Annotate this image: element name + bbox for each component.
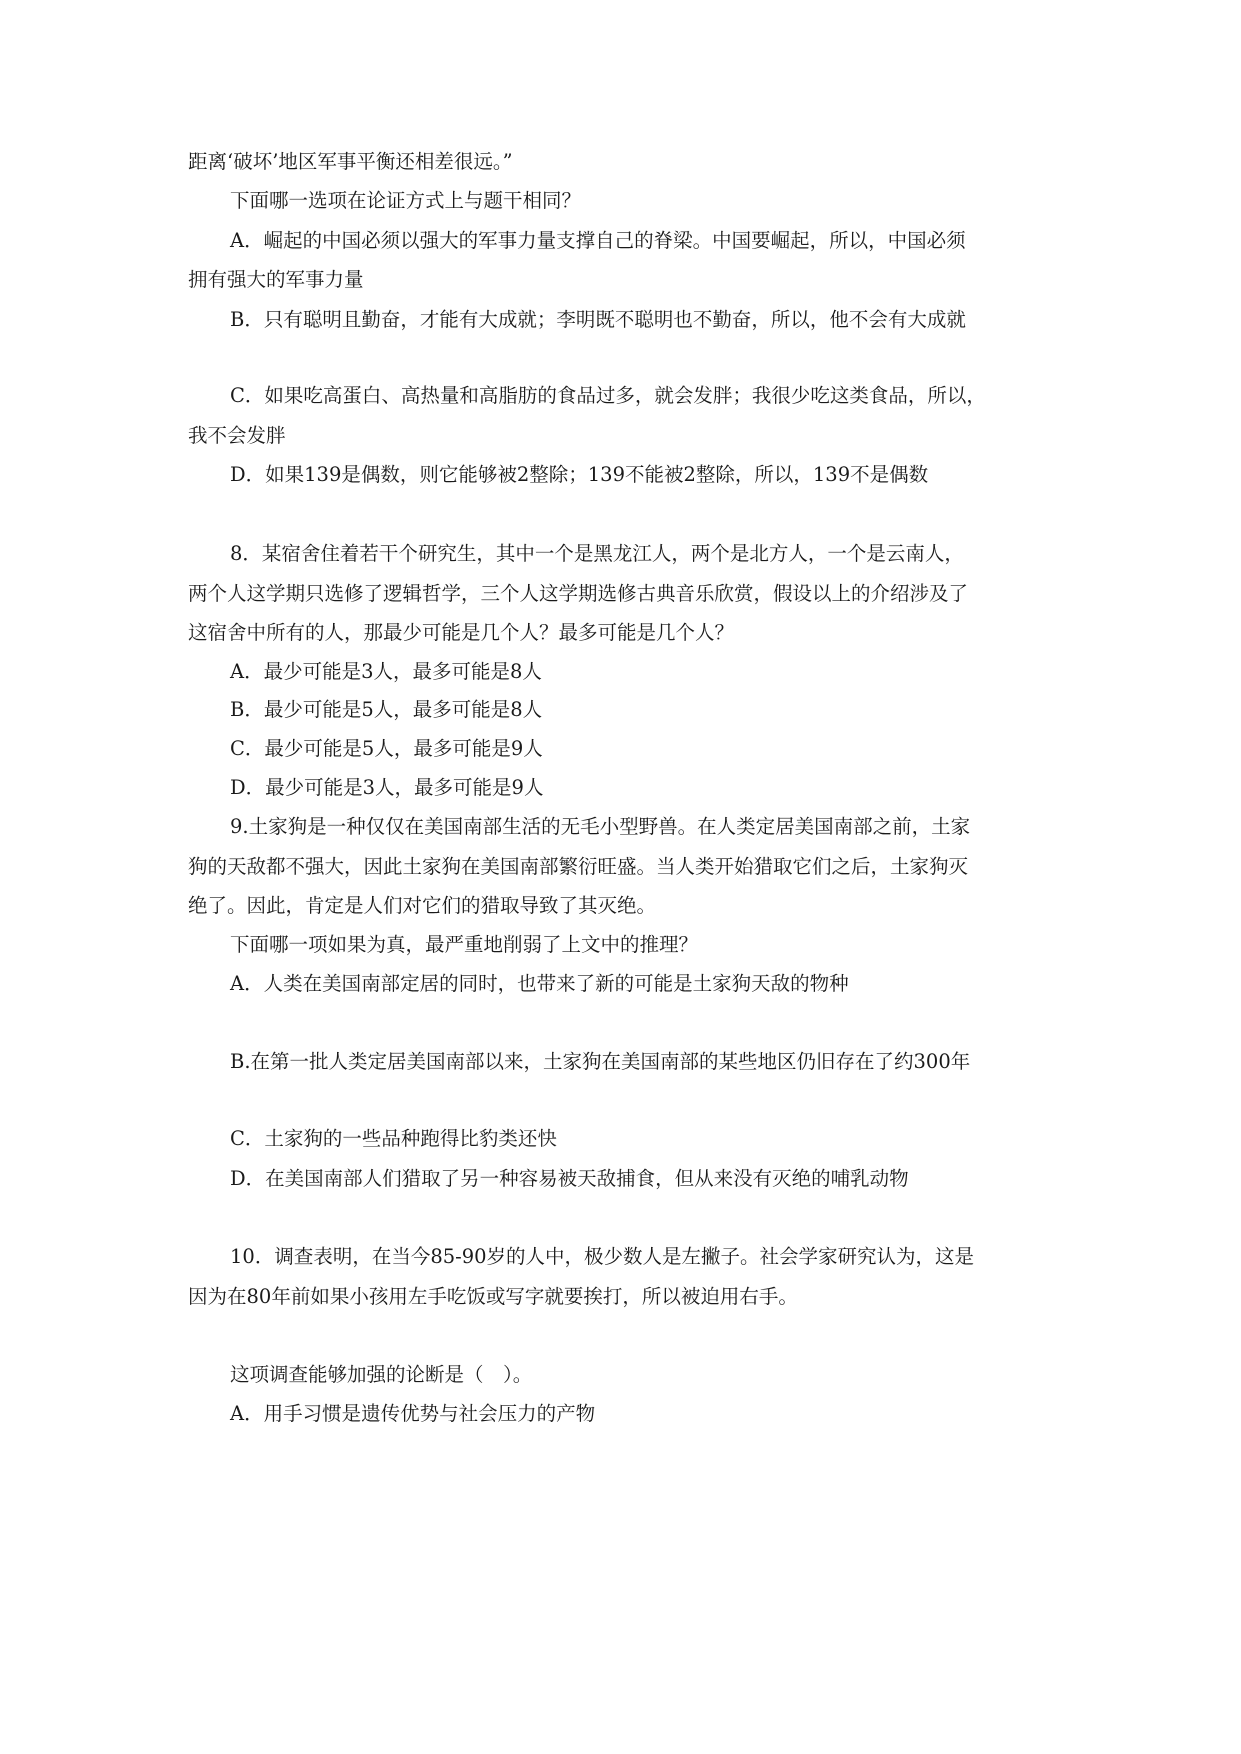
question-9-line-3: 绝了。因此，肯定是人们对它们的猎取导致了其灭绝。: [188, 894, 657, 917]
option-a: A．崛起的中国必须以强大的军事力量支撑自己的脊梁。中国要崛起，所以，中国必须: [230, 229, 966, 252]
question-10: 10．调查表明，在当今85-90岁的人中，极少数人是左撇子。社会学家研究认为，这是: [230, 1245, 975, 1268]
option-b: B．只有聪明且勤奋，才能有大成就；李明既不聪明也不勤奋，所以，他不会有大成就: [230, 308, 966, 331]
option-c: C．土家狗的一些品种跑得比豹类还快: [230, 1127, 557, 1150]
option-a: A．用手习惯是遗传优势与社会压力的产物: [230, 1402, 596, 1425]
option-b: B．最少可能是5人，最多可能是8人: [230, 698, 543, 721]
option-a: A．人类在美国南部定居的同时，也带来了新的可能是土家狗天敌的物种: [230, 972, 849, 995]
option-a-continuation: 拥有强大的军事力量: [188, 268, 364, 291]
option-d: D．在美国南部人们猎取了另一种容易被天敌捕食，但从来没有灭绝的哺乳动物: [230, 1167, 909, 1190]
question-9-line-2: 狗的天敌都不强大，因此土家狗在美国南部繁衍旺盛。当人类开始猎取它们之后，土家狗灭: [188, 855, 969, 878]
option-d: D．最少可能是3人，最多可能是9人: [230, 776, 544, 799]
question-8: 8．某宿舍住着若干个研究生，其中一个是黑龙江人，两个是北方人，一个是云南人，: [230, 542, 964, 565]
option-c-continuation: 我不会发胖: [188, 424, 286, 447]
option-c: C．最少可能是5人，最多可能是9人: [230, 737, 543, 760]
question-prompt: 下面哪一项如果为真，最严重地削弱了上文中的推理？: [230, 933, 699, 956]
question-10-line-2: 因为在80年前如果小孩用左手吃饭或写字就要挨打，所以被迫用右手。: [188, 1285, 798, 1308]
option-d: D．如果139是偶数，则它能够被2整除；139不能被2整除，所以，139不是偶数: [230, 463, 929, 486]
question-prompt: 下面哪一选项在论证方式上与题干相同？: [230, 189, 582, 212]
question-9: 9.土家狗是一种仅仅在美国南部生活的无毛小型野兽。在人类定居美国南部之前，土家: [230, 815, 971, 838]
question-8-line-2: 两个人这学期只选修了逻辑哲学，三个人这学期选修古典音乐欣赏，假设以上的介绍涉及了: [188, 582, 969, 605]
question-prompt: 这项调查能够加强的论断是（ ）。: [230, 1363, 533, 1386]
option-a: A．最少可能是3人，最多可能是8人: [230, 660, 542, 683]
question-8-line-3: 这宿舍中所有的人，那最少可能是几个人？最多可能是几个人？: [188, 621, 735, 644]
option-c: C．如果吃高蛋白、高热量和高脂肪的食品过多，就会发胖；我很少吃这类食品，所以，: [230, 384, 986, 407]
option-b: B.在第一批人类定居美国南部以来，土家狗在美国南部的某些地区仍旧存在了约300年: [230, 1050, 971, 1073]
text-line: 距离‘破坏’地区军事平衡还相差很远。”: [188, 150, 513, 173]
